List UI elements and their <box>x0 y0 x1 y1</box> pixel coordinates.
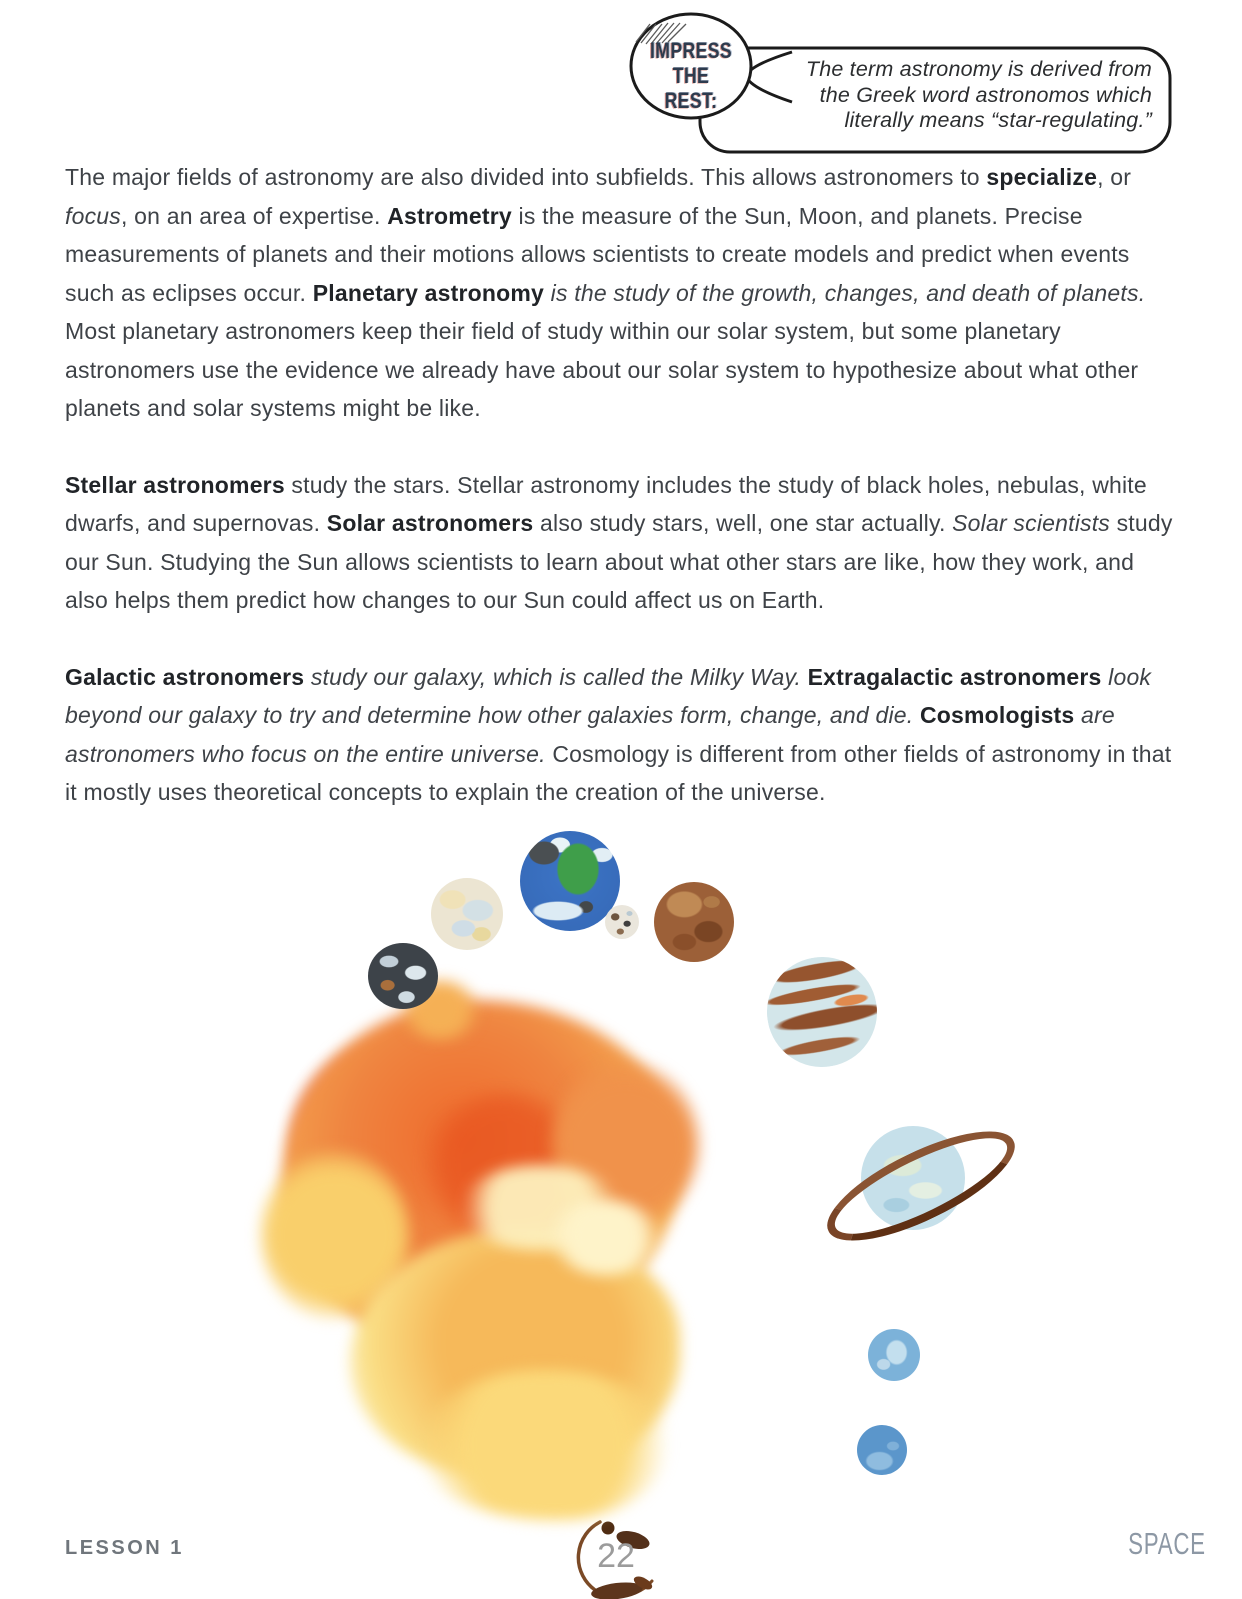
text-run: The major fields of astronomy are also divided into subfields. This allows astronomers to <box>65 164 987 190</box>
text-run: Extragalactic astronomers <box>807 663 1102 690</box>
text-run: also study stars, well, one star actually. <box>533 510 953 536</box>
text-run: study the stars. Stellar astronomy includes the study of black holes, nebulas, white dwarfs, and supernovas. <box>65 471 1147 536</box>
text-run: Astrometry <box>387 202 512 229</box>
paragraph <box>65 158 1178 428</box>
text-run <box>544 280 551 306</box>
planet-uranus <box>868 1329 920 1381</box>
text-run: Cosmology is different from other fields of astronomy in that it mostly uses theoretical concepts to explain the creation of the universe. <box>65 740 1172 805</box>
text-run: , or <box>1097 164 1132 190</box>
text-run <box>304 664 311 690</box>
text-run: look beyond our galaxy to try and determine how other galaxies form, change, and die. <box>65 663 1152 728</box>
quote-line: the Greek word astronomos which <box>819 82 1152 107</box>
text-run: Planetary astronomy <box>312 279 545 306</box>
page-number: 22 <box>597 1537 635 1575</box>
quote-line: literally means “star-regulating.” <box>844 108 1152 132</box>
sun-highlight <box>550 1200 660 1275</box>
badge-line-2: THE REST: <box>664 63 718 113</box>
text-run: Galactic astronomers <box>65 663 305 690</box>
badge-line-1: IMPRESS <box>649 38 733 63</box>
text-run: are astronomers who focus on the entire universe. <box>65 702 1115 767</box>
text-run <box>913 702 920 728</box>
sun-yellow-tail <box>420 1370 670 1520</box>
planet-venus <box>431 878 503 950</box>
text-run: is the study of the growth, changes, and death of planets. <box>550 279 1146 306</box>
text-run: Solar astronomers <box>326 510 534 536</box>
text-run: study our galaxy, which is called the Milky Way. <box>310 663 802 690</box>
planet-mars <box>654 882 734 962</box>
text-run: Stellar astronomers <box>65 471 285 498</box>
text-run: focus <box>65 202 121 229</box>
text-run: Solar scientists <box>952 510 1111 536</box>
paragraph <box>65 466 1178 620</box>
text-run: is the measure of the Sun, Moon, and planets. Precise measurements of planets and their motions allows scientists to create models and predict when events such as eclipses occur. <box>65 202 1130 306</box>
sun-illustration <box>250 980 730 1540</box>
planet-neptune <box>857 1425 907 1475</box>
paragraph <box>65 658 1178 812</box>
planet-jupiter <box>758 948 885 1075</box>
planet-mercury <box>368 943 438 1009</box>
text-run: Cosmologists <box>919 702 1075 728</box>
body-paragraphs <box>65 158 1178 850</box>
lesson-label: LESSON 1 <box>65 1537 184 1559</box>
moon <box>605 905 639 939</box>
text-run: specialize <box>986 164 1098 190</box>
text-run: , on an area of expertise. <box>120 202 388 229</box>
text-run: study our Sun. Studying the Sun allows scientists to learn about what other stars are like, how they work, and also helps them predict how changes to our Sun could affect us on Earth. <box>65 510 1173 613</box>
book-title: SPACE <box>1128 1526 1206 1561</box>
text-run <box>801 664 808 690</box>
quote-line: The term astronomy is derived from <box>805 57 1152 81</box>
text-run: Most planetary astronomers keep their field of study within our solar system, but some planetary astronomers use the evidence we already have about our solar system to hypothesize about what other planets and solar systems might be like. <box>65 318 1139 421</box>
callout-quote <box>716 57 1152 134</box>
